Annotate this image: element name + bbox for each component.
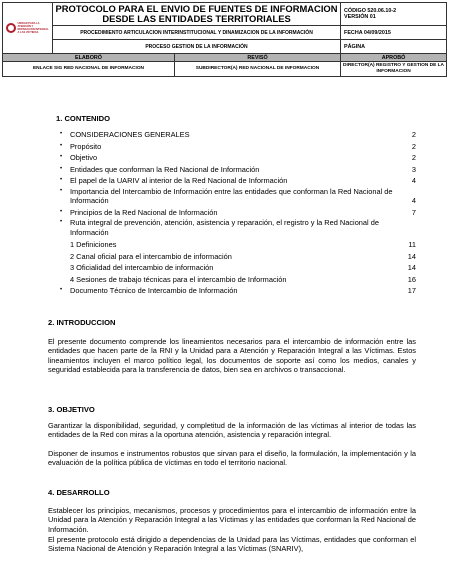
toc-item [70, 262, 420, 274]
toc-bullet: • [60, 219, 63, 225]
logo-cell [3, 3, 53, 54]
document-header-table [2, 2, 447, 77]
intro-paragraph: El presente documento comprende los lineamientos necesarios para el intercambio de información entre las entidades que hacen parte de la RNI y la Unidad para a Atención y Reparación Integral a las Víctimas. Estos lineamientos incluyen el marco político legal, los documentos de soporte así como los medios, canales y seguridad establecida para la transferencia de datos, bien sea en archivos o transaccional. [48, 337, 416, 375]
toc-item-page: 14 [407, 251, 416, 261]
document-page-label: PÁGINA [341, 40, 447, 54]
document-code [341, 3, 447, 26]
toc-item-page: 14 [407, 263, 416, 272]
elaboro-value: ENLACE SIG RED NACIONAL DE INFORMACION [3, 62, 175, 77]
aprobo-header: APROBÓ [341, 54, 447, 62]
toc-item [60, 164, 420, 176]
toc-bullet: • [60, 154, 63, 160]
toc-item [60, 186, 420, 207]
intro-heading: 2. INTRODUCCION [48, 318, 116, 327]
toc-item-text: 1 Definiciones [70, 240, 117, 249]
process-name: PROCESO GESTION DE LA INFORMACIÓN [53, 40, 341, 54]
toc-item-page: 11 [408, 240, 416, 249]
toc-item [70, 251, 420, 263]
toc-item [60, 141, 420, 153]
toc-item-text: CONSIDERACIONES GENERALES [70, 130, 190, 139]
toc-bullet: • [60, 177, 63, 183]
toc-item-text: 4 Sesiones de trabajo técnicas para el intercambio de Información [70, 274, 287, 284]
toc-item [70, 274, 420, 286]
toc-item-page: 4 [411, 196, 416, 205]
toc-item-page: 2 [411, 141, 416, 151]
development-paragraph-2: El presente protocolo está dirigido a dependencias de la Unidad para las Víctimas, entidades que conforman el Sistema Nacional de Atención y Reparación Integral a las Víctimas (SNARIV), [48, 535, 416, 554]
toc-item [60, 285, 420, 297]
aprobo-value: DIRECTOR(A) REGISTRO Y GESTION DE LA INFORMACION [341, 62, 447, 77]
development-paragraph-1: Establecer los principios, mecanismos, procesos y procedimientos para el intercambio de información entre la Unidad para la Atención y Reparación Integral a las Víctimas y las entidades que conforman la Red Nacional de Información. [48, 506, 416, 534]
toc-item [60, 175, 420, 187]
objective-paragraph-1: Garantizar la disponibilidad, seguridad, y completitud de la información de las víctimas al interior de todas las entidades de la Red con miras a la oportuna atención, asistencia y reparación integral. [48, 421, 416, 440]
table-of-contents [60, 129, 420, 297]
toc-item-text: 3 Oficialidad del intercambio de información [70, 263, 214, 272]
toc-item-text: Importancia del Intercambio de Información entre las entidades que conforman la Red Nacional de Información [70, 186, 393, 205]
logo-mark-icon [6, 23, 16, 33]
development-heading: 4. DESARROLLO [48, 488, 110, 497]
toc-item [70, 239, 420, 251]
toc-item-page: 4 [411, 176, 416, 185]
toc-item-page: 2 [411, 130, 416, 139]
toc-item-text: Entidades que conforman la Red Nacional de Información [70, 164, 260, 174]
toc-item-text: 2 Canal oficial para el intercambio de información [70, 251, 232, 261]
document-date: FECHA 04/09/2015 [341, 26, 447, 40]
toc-bullet: • [60, 208, 63, 215]
toc-item-page: 16 [407, 274, 416, 284]
toc-bullet: • [60, 187, 63, 194]
toc-bullet: • [60, 142, 63, 149]
toc-item-page: 17 [407, 286, 416, 295]
document-version-text: VERSIÓN 01 [344, 14, 376, 20]
toc-item-text: El papel de la UARIV al interior de la Red Nacional de Información [70, 176, 288, 185]
reviso-header: REVISÓ [175, 54, 341, 62]
procedure-name: PROCEDIMIENTO ARTICULACION INTERINSTITUCIONAL Y DINAMIZACION DE LA INFORMACIÓN [53, 26, 341, 40]
document-code-text: CÓDIGO 520.06.10-2 [344, 8, 397, 14]
toc-item-page: 7 [411, 207, 416, 217]
toc-item-text: Objetivo [70, 153, 98, 162]
toc-item-text: Propósito [70, 141, 102, 151]
toc-bullet: • [60, 165, 63, 172]
toc-item-page: 2 [411, 153, 416, 162]
contents-heading: 1. CONTENIDO [56, 114, 111, 123]
toc-item-text: Ruta integral de prevención, atención, asistencia y reparación, el registro y la Red Nacional de Información [70, 218, 379, 237]
toc-bullet: • [60, 131, 63, 137]
toc-item-text: Documento Técnico de Intercambio de Información [70, 286, 238, 295]
toc-item [60, 207, 420, 219]
objective-heading: 3. OBJETIVO [48, 405, 95, 414]
toc-item [60, 152, 420, 164]
toc-bullet: • [60, 287, 63, 293]
toc-item-page: 3 [411, 164, 416, 174]
elaboro-header: ELABORÓ [3, 54, 175, 62]
unidad-victimas-logo [3, 11, 52, 45]
reviso-value: SUBDIRECTOR(A) RED NACIONAL DE INFORMACION [175, 62, 341, 77]
objective-paragraph-2: Disponer de insumos e instrumentos robustos que sirvan para el diseño, la formulación, la implementación y la evaluación de la política pública de víctimas en todo el territorio nacional. [48, 449, 416, 468]
document-title: PROTOCOLO PARA EL ENVIO DE FUENTES DE INFORMACION DESDE LAS ENTIDADES TERRITORIALES [53, 3, 341, 26]
toc-item [60, 218, 420, 239]
toc-item-text: Principios de la Red Nacional de Información [70, 207, 218, 217]
logo-text: UNIDAD PARA LA ATENCIÓN Y REPARACIÓN INTEGRAL A LAS VÍCTIMAS [17, 22, 49, 34]
toc-item [60, 129, 420, 141]
